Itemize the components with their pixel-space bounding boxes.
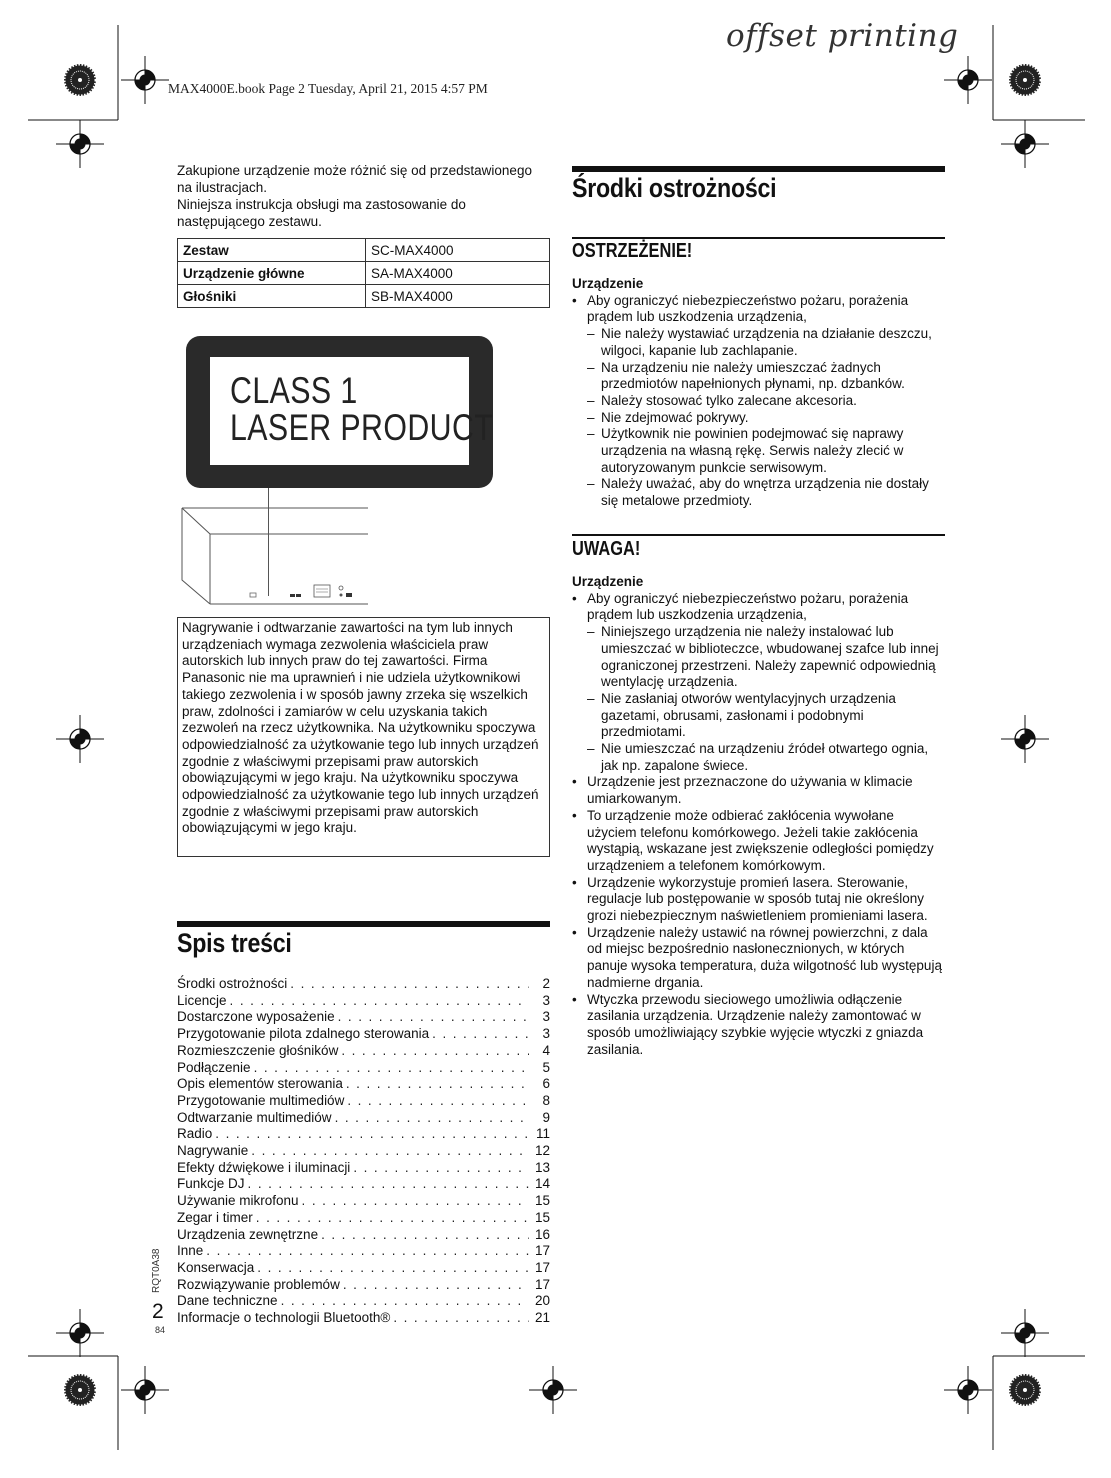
list-item-text: Nie umieszczać na urządzeniu źródeł otwartego ognia, jak np. zapalone świece.	[601, 741, 929, 773]
toc-leader-dots	[290, 976, 529, 993]
list-item	[572, 326, 945, 359]
dash-marker: –	[587, 392, 595, 408]
list-item	[572, 741, 945, 774]
toc-leader-dots	[302, 1193, 529, 1210]
toc-leader-dots	[347, 1093, 529, 1110]
toc-leader-dots	[335, 1110, 529, 1127]
list-item-text: Na urządzeniu nie należy umieszczać żadnych przedmiotów napełnionych płynami, np. dzbanków.	[601, 359, 905, 392]
list-item	[572, 360, 945, 393]
caution-rule	[572, 534, 945, 536]
list-item: • Aby ograniczyć niebezpieczeństwo pożaru, porażenia prądem lub uszkodzenia urządzenia,	[572, 293, 945, 326]
bullet-marker: •	[572, 874, 577, 890]
toc-leader-dots	[338, 1009, 529, 1026]
rating-plate-icon	[314, 585, 330, 597]
caution-bullet-list	[572, 774, 945, 1058]
warning-subhead: Urządzenie	[572, 276, 644, 291]
list-item-text: Aby ograniczyć niebezpieczeństwo pożaru, porażenia prądem lub uszkodzenia urządzenia,	[587, 590, 909, 623]
warning-block	[572, 276, 945, 510]
screw-icon	[339, 586, 343, 590]
toc-entry-page: 12	[534, 1143, 550, 1159]
toc-leader-dots	[251, 1143, 529, 1160]
list-item-text: Urządzenie wykorzystuje promień lasera. Sterowanie, regulacje lub postępowanie w sposób tutaj nie określony grozi niebezpiecznym naświetleniem promieniami lasera.	[587, 874, 928, 924]
toc-entry-page: 2	[542, 976, 550, 991]
list-item	[572, 774, 945, 807]
list-item	[572, 992, 945, 1059]
toc-entry-page: 15	[534, 1209, 550, 1225]
toc-entry	[177, 1160, 550, 1177]
toc-entry	[177, 1143, 550, 1160]
toc-leader-dots	[321, 1227, 529, 1244]
table-row	[178, 285, 550, 308]
toc-leader-dots	[248, 1176, 529, 1193]
toc-entry	[177, 1193, 550, 1210]
warning-rule	[572, 237, 945, 239]
toc-leader-dots	[215, 1126, 529, 1143]
jack-icon	[340, 594, 343, 597]
port-icon	[296, 594, 301, 597]
toc-entry-title: Efekty dźwiękowe i iluminacji	[177, 1159, 351, 1175]
toc-entry	[177, 993, 550, 1010]
toc-entry-page: 5	[542, 1059, 550, 1075]
toc-entry	[177, 1176, 550, 1193]
toc-entry-page: 13	[534, 1159, 550, 1175]
toc-entry-title: Podłączenie	[177, 1059, 251, 1075]
laser-label-line-2: LASER PRODUCT	[230, 407, 494, 448]
dash-marker: –	[587, 476, 595, 492]
warning-title: OSTRZEŻENIE!	[572, 240, 693, 262]
table-row	[178, 239, 550, 262]
list-item-text: Aby ograniczyć niebezpieczeństwo pożaru, porażenia prądem lub uszkodzenia urządzenia,	[587, 292, 909, 325]
dash-marker: –	[587, 741, 595, 757]
dash-marker: –	[587, 426, 595, 442]
bullet-marker: •	[572, 807, 577, 823]
toc-entry-page: 8	[542, 1092, 550, 1108]
toc-entry-title: Nagrywanie	[177, 1143, 249, 1159]
toc-entry	[177, 1126, 550, 1143]
toc-entry-title: Inne	[177, 1243, 204, 1259]
toc-entry	[177, 1009, 550, 1026]
model-table	[177, 238, 550, 308]
table-cell-value: SC-MAX4000	[366, 239, 550, 262]
list-item	[572, 691, 945, 741]
toc-entry	[177, 976, 550, 993]
dash-marker: –	[587, 690, 595, 706]
section-rule	[572, 166, 945, 172]
toc-entry-page: 6	[542, 1076, 550, 1092]
list-item-text: Urządzenie jest przeznaczone do używania w klimacie umiarkowanym.	[587, 774, 913, 807]
list-item	[572, 476, 945, 509]
caution-dash-list	[572, 624, 945, 774]
list-item-text: Należy stosować tylko zalecane akcesoria.	[601, 392, 857, 408]
toc-leader-dots	[393, 1310, 529, 1327]
toc-entry-title: Odtwarzanie multimediów	[177, 1109, 332, 1125]
list-item-text: Nie zasłaniaj otworów wentylacyjnych urządzenia gazetami, obrusami, zasłonami i podobnymi przedmiotami.	[601, 690, 896, 740]
toc-entry-title: Używanie mikrofonu	[177, 1193, 299, 1209]
list-item-text: Nie należy wystawiać urządzenia na działanie deszczu, wilgoci, kapanie lub zachlapanie.	[601, 326, 932, 358]
list-item-text: Niniejszego urządzenia nie należy instalować lub umieszczać w biblioteczce, wbudowanej szafce lub innej ograniczonej przestrzeni. Należy zapewnić odpowiednią wentylację urządzenia.	[601, 624, 939, 690]
toc-entry-title: Konserwacja	[177, 1259, 255, 1275]
toc-entry	[177, 1093, 550, 1110]
toc-entry-title: Licencje	[177, 992, 227, 1008]
toc-entry-page: 9	[542, 1109, 550, 1125]
toc-entry-page: 3	[542, 1026, 550, 1042]
toc-entry-page: 17	[534, 1243, 550, 1259]
toc-entry-title: Przygotowanie pilota zdalnego sterowania	[177, 1026, 430, 1042]
port-icon	[290, 594, 295, 597]
toc-entry-page: 3	[542, 1009, 550, 1025]
toc-leader-dots	[281, 1293, 529, 1310]
toc-entry	[177, 1227, 550, 1244]
page-number: 2	[152, 1300, 164, 1323]
list-item	[572, 925, 945, 992]
intro-line-2: Niniejsza instrukcja obsługi ma zastosowanie do następującego zestawu.	[177, 197, 466, 229]
caution-block	[572, 574, 945, 1058]
table-cell-label: Głośniki	[178, 285, 366, 308]
caution-subhead: Urządzenie	[572, 574, 644, 589]
bullet-marker: •	[572, 774, 577, 790]
laser-label-text	[210, 357, 494, 465]
dash-marker: –	[587, 409, 595, 425]
toc-entry-page: 11	[535, 1126, 550, 1142]
laser-label-line-1: CLASS 1	[230, 370, 358, 411]
list-item	[572, 410, 945, 427]
toc-entry	[177, 1277, 550, 1294]
toc-entry	[177, 1260, 550, 1277]
toc-entry-title: Opis elementów sterowania	[177, 1076, 343, 1092]
intro-line-1: Zakupione urządzenie może różnić się od przedstawionego na ilustracjach.	[177, 163, 532, 195]
bullet-marker: •	[572, 991, 577, 1007]
toc-entry-page: 20	[534, 1293, 550, 1309]
list-item	[572, 393, 945, 410]
port-icon	[346, 593, 352, 597]
list-item-text: Nie zdejmować pokrywy.	[601, 409, 749, 425]
toc-entry-title: Dostarczone wyposażenie	[177, 1009, 335, 1025]
toc-entry-page: 21	[534, 1310, 550, 1326]
toc-leader-dots	[256, 1210, 529, 1227]
list-item-text: To urządzenie może odbierać zakłócenia wywołane użyciem telefonu komórkowego. Jeżeli takie zakłócenia wystąpią, wskazane jest zwiększenie odległości pomiędzy urządzeniem a telefonem komórkowym.	[587, 807, 934, 873]
toc-entry-title: Rozmieszczenie głośników	[177, 1042, 339, 1058]
table-cell-label: Zestaw	[178, 239, 366, 262]
section-title: Środki ostrożności	[572, 173, 777, 203]
toc-leader-dots	[257, 1260, 529, 1277]
toc-entry-page: 15	[534, 1193, 550, 1209]
intro-text	[177, 162, 549, 230]
table-cell-value: SA-MAX4000	[366, 262, 550, 285]
toc-entry-title: Środki ostrożności	[177, 976, 288, 991]
list-item	[572, 875, 945, 925]
toc-entry-page: 14	[534, 1176, 550, 1192]
power-socket-icon	[250, 593, 256, 597]
toc-leader-dots	[230, 993, 529, 1010]
toc-leader-dots	[432, 1026, 529, 1043]
toc-entry-title: Urządzenia zewnętrzne	[177, 1226, 319, 1242]
list-item	[572, 426, 945, 476]
dash-marker: –	[587, 624, 595, 640]
toc-entry-title: Przygotowanie multimediów	[177, 1092, 345, 1108]
toc-entry	[177, 1043, 550, 1060]
toc-entry-title: Dane techniczne	[177, 1293, 278, 1309]
toc-title: Spis treści	[177, 928, 292, 958]
toc-rule	[177, 921, 550, 927]
toc-leader-dots	[353, 1160, 529, 1177]
table-cell-label: Urządzenie główne	[178, 262, 366, 285]
table-cell-value: SB-MAX4000	[366, 285, 550, 308]
toc-entry	[177, 1026, 550, 1043]
toc-leader-dots	[254, 1060, 529, 1077]
dash-marker: –	[587, 326, 595, 342]
list-item-text: Wtyczka przewodu sieciowego umożliwia odłączenie zasilania urządzenia. Urządzenie należy zamontować w sposób umożliwiający szybkie wyjęcie wtyczki z gniazda zasilania.	[587, 991, 924, 1057]
toc-leader-dots	[346, 1076, 529, 1093]
document-code: RQT0A38	[151, 1248, 162, 1293]
page-sub-number: 84	[155, 1325, 166, 1335]
offset-printing-mark: offset printing	[726, 18, 959, 54]
table-row	[178, 262, 550, 285]
list-item-text: Należy uważać, aby do wnętrza urządzenia nie dostały się metalowe przedmioty.	[601, 476, 929, 509]
list-item: • Aby ograniczyć niebezpieczeństwo pożaru, porażenia prądem lub uszkodzenia urządzenia,	[572, 591, 945, 624]
toc-entry	[177, 1293, 550, 1310]
bullet-marker: •	[572, 924, 577, 940]
toc-entry	[177, 1210, 550, 1227]
toc-leader-dots	[206, 1243, 529, 1260]
toc-entry-title: Rozwiązywanie problemów	[177, 1276, 340, 1292]
list-item-text: Urządzenie należy ustawić na równej powierzchni, z dala od miejsc bezpośrednio nasłonecznionych, w których panuje wysoka temperatura, duża wilgotność lub występują nadmierne drgania.	[587, 924, 942, 990]
toc-entry-title: Funkcje DJ	[177, 1176, 245, 1192]
toc-entry-page: 16	[534, 1226, 550, 1242]
book-info-line: MAX4000E.book Page 2 Tuesday, April 21, 2015 4:57 PM	[168, 81, 488, 96]
toc-leader-dots	[341, 1043, 529, 1060]
device-illustration	[180, 504, 370, 608]
table-of-contents	[177, 976, 550, 1327]
toc-entry	[177, 1110, 550, 1127]
toc-leader-dots	[343, 1277, 529, 1294]
list-item	[572, 624, 945, 691]
toc-entry	[177, 1076, 550, 1093]
copyright-notice: Nagrywanie i odtwarzanie zawartości na tym lub innych urządzeniach wymaga zezwolenia właściciela praw autorskich lub innych praw do tej zawartości. Firma Panasonic nie ma uprawnień i nie udziela użytkownikowi takiego zezwolenia i w sposób jawny zrzeka się wszelkich praw, zdolności i zamiarów w celu uzyskania takich zezwoleń na rzecz użytkownika. Na użytkowniku spoczywa odpowiedzialność za użytkowanie tego lub innych urządzeń zgodnie z właściwymi przepisami praw autorskich obowiązującymi w jego kraju. Na użytkowniku spoczywa odpowiedzialność za użytkowanie tego lub innych urządzeń zgodnie z właściwymi przepisami praw autorskich obowiązującymi w jego kraju.	[177, 617, 550, 857]
dash-marker: –	[587, 359, 595, 375]
toc-entry-title: Radio	[177, 1126, 213, 1142]
toc-entry-page: 17	[534, 1259, 550, 1275]
toc-entry-page: 17	[534, 1276, 550, 1292]
toc-entry-title: Zegar i timer	[177, 1209, 253, 1225]
toc-entry-page: 3	[542, 992, 550, 1008]
toc-entry-title: Informacje o technologii Bluetooth®	[177, 1310, 391, 1326]
list-item	[572, 808, 945, 875]
warning-dash-list	[572, 326, 945, 510]
list-item-text: Użytkownik nie powinien podejmować się naprawy urządzenia na własną rękę. Serwis należy zlecić w autoryzowanym punkcie serwisowym.	[601, 426, 904, 475]
caution-title: UWAGA!	[572, 538, 641, 560]
laser-product-label	[186, 336, 493, 488]
toc-entry	[177, 1060, 550, 1077]
toc-entry-page: 4	[542, 1042, 550, 1058]
toc-entry	[177, 1243, 550, 1260]
toc-entry	[177, 1310, 550, 1327]
